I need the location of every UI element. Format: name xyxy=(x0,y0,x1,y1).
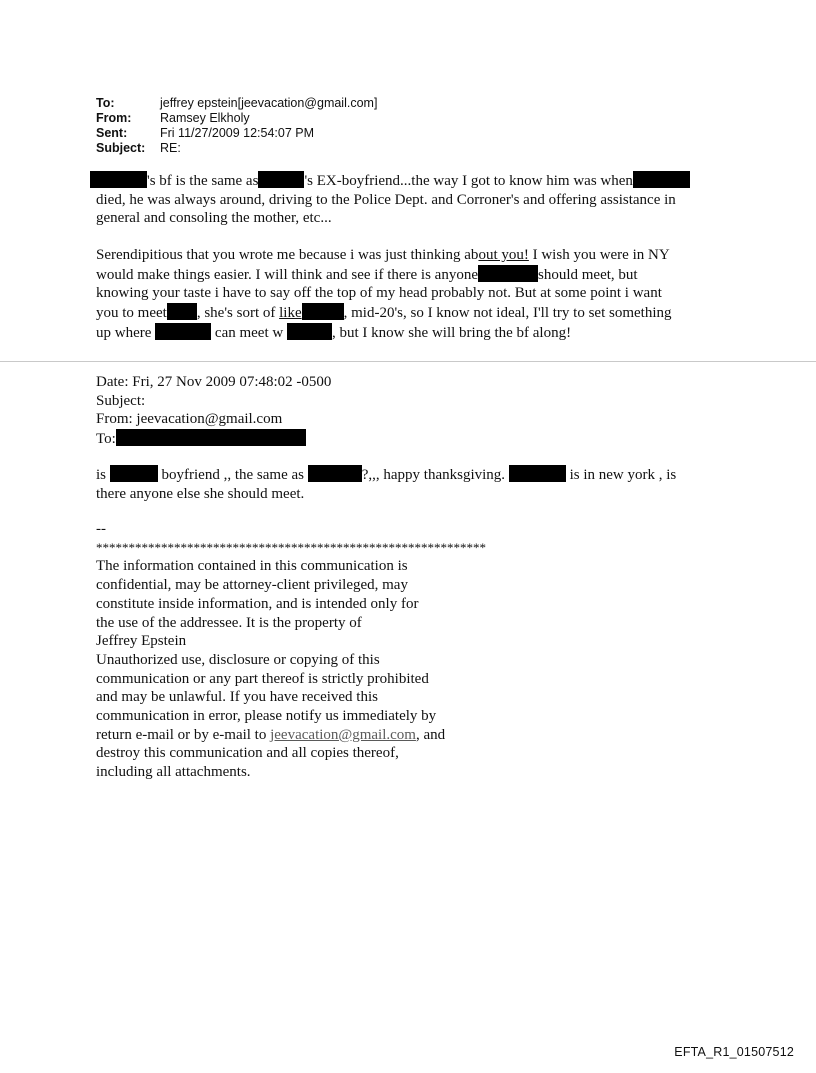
reply-text: out you! xyxy=(478,247,529,263)
redaction-block xyxy=(116,429,306,446)
to-value: jeffrey epstein[jeevacation@gmail.com] xyxy=(160,96,378,110)
redaction-block xyxy=(155,323,211,340)
disclaimer-line: destroy this communication and all copies thereof, xyxy=(96,745,399,762)
reply-p1-line-3: general and consoling the mother, etc... xyxy=(96,210,332,227)
quoted-text: boyfriend ,, the same as xyxy=(161,467,304,483)
reply-text: , she's sort of xyxy=(196,305,280,322)
email-header xyxy=(96,96,377,156)
quoted-date: Date: Fri, 27 Nov 2009 07:48:02 -0500 xyxy=(96,374,332,390)
disclaimer-line: including all attachments. xyxy=(96,764,251,781)
quoted-to-row xyxy=(96,429,726,449)
disclaimer-line: communication in error, please notify us immediately by xyxy=(96,708,437,725)
redaction-block xyxy=(308,465,362,482)
disclaimer-line: The information contained in this communication is xyxy=(96,558,408,575)
reply-text: should meet, but xyxy=(538,266,638,283)
redaction-block xyxy=(167,303,197,320)
redaction-block xyxy=(110,465,158,482)
sent-row xyxy=(96,126,377,141)
signature-block xyxy=(96,520,726,782)
disclaimer-line: constitute inside information, and is intended only for xyxy=(96,595,419,612)
reply-p2-line-5 xyxy=(96,323,726,343)
reply-p1-line-2: died, he was always around, driving to the Police Dept. and Corroner's and offering assistance in xyxy=(96,191,676,208)
from-value: Ramsey Elkholy xyxy=(160,111,250,125)
disclaimer-line: Jeffrey Epstein xyxy=(96,633,187,650)
to-label: To: xyxy=(96,96,115,110)
subject-row xyxy=(96,141,377,156)
from-label: From: xyxy=(96,111,132,125)
quoted-text: ?,,, happy thanksgiving. xyxy=(361,467,506,483)
reply-text: like xyxy=(279,305,302,322)
redaction-block xyxy=(478,265,538,282)
quoted-header xyxy=(96,373,726,449)
reply-text: you to meet xyxy=(96,305,167,322)
reply-text: , but I know she will bring the bf along! xyxy=(331,324,572,341)
redaction-block xyxy=(287,323,332,340)
quoted-text: is xyxy=(96,467,107,483)
reply-p2-line-1 xyxy=(96,246,726,265)
quoted-body xyxy=(96,465,726,503)
reply-p2-line-3: knowing your taste i have to say off the top of my head probably not. But at some point i want xyxy=(96,285,662,302)
sent-value: Fri 11/27/2009 12:54:07 PM xyxy=(160,126,315,140)
reply-p1-line-1 xyxy=(90,171,726,191)
from-row xyxy=(96,111,377,126)
redaction-block xyxy=(633,171,690,188)
redaction-block xyxy=(302,303,344,320)
reply-paragraph-1 xyxy=(96,171,726,228)
disclaimer-line: communication or any part thereof is strictly prohibited xyxy=(96,670,429,687)
reply-text: I wish you were in NY xyxy=(528,247,670,263)
quoted-subject: Subject: xyxy=(96,392,146,409)
to-row xyxy=(96,96,377,111)
reply-paragraph-2 xyxy=(96,246,726,343)
reply-text: 's bf is the same as xyxy=(147,173,259,189)
reply-text: , mid-20's, so I know not ideal, I'll try to set something xyxy=(343,305,672,322)
redaction-block xyxy=(90,171,147,188)
redaction-block xyxy=(509,465,566,482)
quoted-body-line-2: there anyone else she should meet. xyxy=(96,485,305,502)
reply-text: 's EX-boyfriend...the way I got to know him was when xyxy=(304,173,633,189)
reply-text: can meet w xyxy=(214,324,284,341)
reply-p2-line-4 xyxy=(96,303,726,323)
reply-text: up where xyxy=(96,324,152,341)
reply-text: Serendipitious that you wrote me because i was just thinking ab xyxy=(96,247,479,263)
subject-label: Subject: xyxy=(96,141,146,155)
quoted-body-line-1 xyxy=(96,465,726,485)
disclaimer-text: , and xyxy=(415,726,446,743)
quoted-to: To: xyxy=(96,431,116,448)
redaction-block xyxy=(258,171,304,188)
reply-p2-line-2 xyxy=(96,265,726,285)
disclaimer-line: Unauthorized use, disclosure or copying of this xyxy=(96,651,380,668)
disclaimer-line: the use of the addressee. It is the property of xyxy=(96,614,362,631)
disclaimer-line: confidential, may be attorney-client privileged, may xyxy=(96,577,408,594)
quoted-text: is in new york , is xyxy=(569,467,677,483)
separator-line xyxy=(0,361,816,362)
signature-dash: -- xyxy=(96,521,106,537)
email-link[interactable]: jeevacation@gmail.com xyxy=(270,726,416,743)
disclaimer-text: return e-mail or by e-mail to xyxy=(96,726,271,743)
signature-stars: ************************************************************ xyxy=(96,539,486,555)
quoted-from: From: jeevacation@gmail.com xyxy=(96,411,283,428)
document-id: EFTA_R1_01507512 xyxy=(674,1045,794,1059)
disclaimer-line: and may be unlawful. If you have received this xyxy=(96,689,378,706)
disclaimer-line xyxy=(96,726,726,745)
sent-label: Sent: xyxy=(96,126,128,140)
subject-value: RE: xyxy=(160,141,181,155)
reply-text: would make things easier. I will think and see if there is anyone xyxy=(96,266,478,283)
